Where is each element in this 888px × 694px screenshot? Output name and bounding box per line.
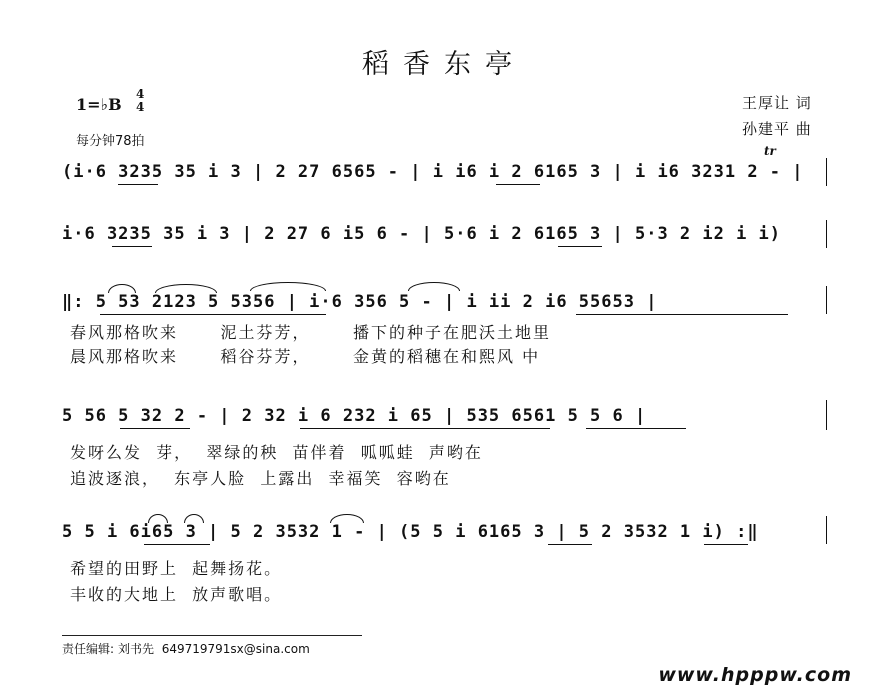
lyric-verse-2: 丰收的大地上 放声歌唱。 <box>70 585 283 604</box>
tempo-marking: 每分钟78拍 <box>76 134 145 149</box>
composer-credit: 孙建平 曲 <box>742 120 812 138</box>
time-signature <box>136 88 144 114</box>
beam-line <box>144 544 210 545</box>
beam-line <box>112 246 152 247</box>
notation-line: 5 5 i 6i65 3 | 5 2 3532 1 - | (5 5 i 6165 3 | 5 2 3532 1 i) :‖ <box>62 522 759 542</box>
notation-line: i·6 3235 35 i 3 | 2 27 6 i5 6 - | 5·6 i 2 6165 3 | 5·3 2 i2 i i) <box>62 224 782 244</box>
editor-label: 责任编辑: <box>62 642 115 656</box>
notation-line: 5 56 5 32 2 - | 2 32 i 6 232 i 65 | 535 6561 5 5 6 | <box>62 406 647 426</box>
slur <box>250 282 326 291</box>
lyric-verse-1: 发呀么发 芽， 翠绿的秧 苗伴着 呱呱蛙 声哟在 <box>70 443 483 462</box>
lyric-verse-1: 希望的田野上 起舞扬花。 <box>70 559 283 578</box>
barline <box>826 400 827 430</box>
time-signature-bottom: 4 <box>136 100 145 114</box>
lyricist-credit: 王厚让 词 <box>742 94 812 112</box>
editor-name: 刘书先 <box>118 642 155 656</box>
barline <box>826 158 827 186</box>
key-signature: 1=♭B <box>76 95 122 114</box>
barline <box>826 286 827 314</box>
beam-line <box>300 428 550 429</box>
slur <box>408 282 460 291</box>
trill-mark: tr <box>764 144 776 158</box>
time-signature-top: 4 <box>136 87 145 101</box>
editor-email: 649719791sx@sina.com <box>161 642 310 656</box>
lyric-verse-2: 晨风那格吹来 稻谷芬芳， 金黄的稻穗在和熙风 中 <box>70 347 541 366</box>
beam-line <box>118 184 158 185</box>
beam-line <box>120 428 190 429</box>
editor-credit <box>62 640 310 657</box>
beam-line <box>496 184 540 185</box>
beam-line <box>586 428 686 429</box>
footer-rule <box>62 635 362 636</box>
barline <box>826 220 827 248</box>
song-title: 稻香东亭 <box>362 49 526 80</box>
lyric-verse-1: 春风那格吹来 泥土芬芳， 播下的种子在肥沃土地里 <box>70 323 552 342</box>
lyric-verse-2: 追波逐浪， 东亭人脸 上露出 幸福笑 容哟在 <box>70 469 451 488</box>
beam-line <box>704 544 748 545</box>
barline <box>826 516 827 544</box>
notation-line: (i·6 3235 35 i 3 | 2 27 6565 - | i i6 i 2 6165 3 | i i6 3231 2 - | <box>62 162 804 182</box>
beam-line <box>558 246 602 247</box>
beam-line <box>100 314 326 315</box>
beam-line <box>576 314 788 315</box>
site-watermark: www.hpppw.com <box>658 664 852 686</box>
beam-line <box>548 544 592 545</box>
notation-line: ‖: 5 53 2123 5 5356 | i·6 356 5 - | i ii 2 i6 55653 | <box>62 292 658 312</box>
